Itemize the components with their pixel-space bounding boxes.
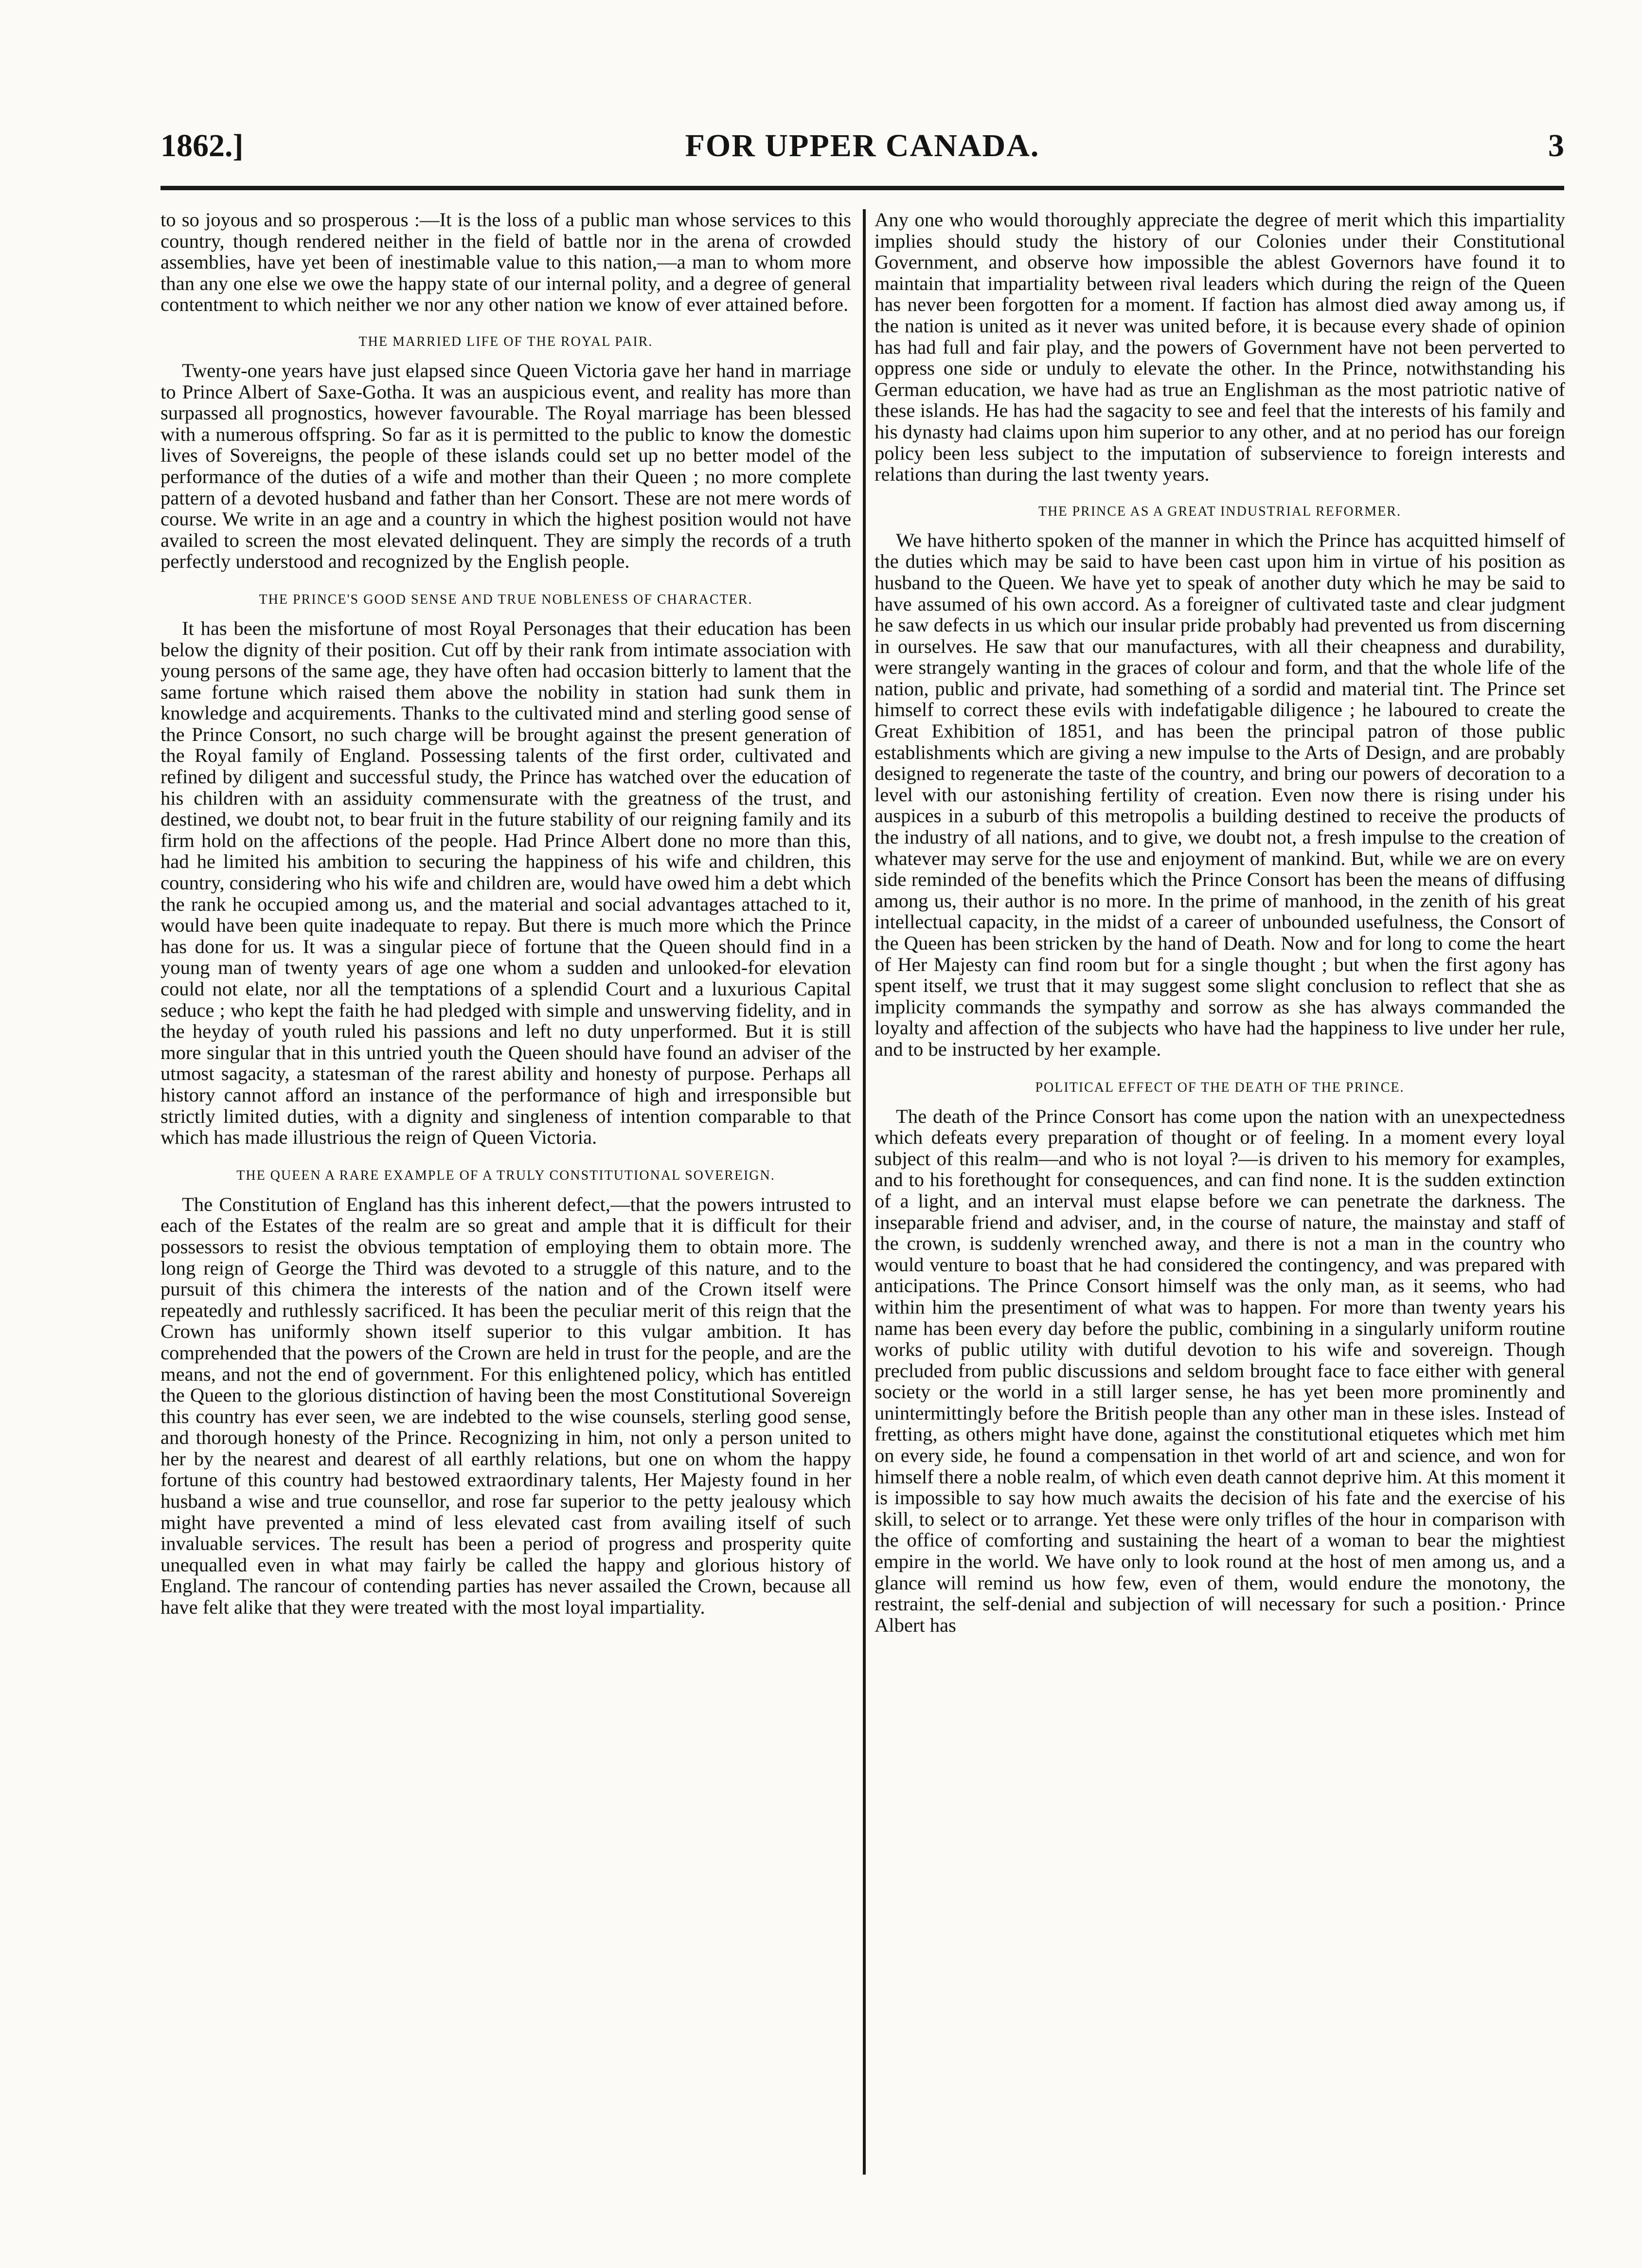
section-heading-constitutional-sovereign: THE QUEEN A RARE EXAMPLE OF A TRULY CONSTITUTIONAL SOVEREIGN. (236, 1168, 775, 1183)
header-title: FOR UPPER CANADA. (685, 128, 1040, 163)
section-heading-political-effect: POLITICAL EFFECT OF THE DEATH OF THE PRINCE. (1035, 1080, 1405, 1095)
constitutional-sovereign-paragraph: The Constitution of England has this inherent defect,—that the powers intrusted to each of the Estates of the realm are so great and ample that it is difficult for their possessors to resist the obvious temptation of employing them to obtain more. The long reign of George the Third was devoted to a struggle of this nature, and to the pursuit of this chimera the interests of the nation and of the Crown itself were repeatedly and ruthlessly sacrificed. It has been the peculiar merit of this reign that the Crown has uniformly shown itself superior to this vulgar ambition. It has comprehended that the powers of the Crown are held in trust for the people, and are the means, and not the end of government. For this enlightened policy, which has entitled the Queen to the glorious distinction of having been the most Constitutional Sovereign this country has ever seen, we are indebted to the wise counsels, sterling good sense, and thorough honesty of the Prince. Recognizing in him, not only a person united to her by the nearest and dearest of all earthly relations, but one on whom the happy fortune of this country had bestowed extraordinary talents, Her Majesty found in her husband a wise and true counsellor, and rose far superior to the petty jealousy which might have prevented a mind of less elevated cast from availing itself of such invaluable services. The result has been a period of progress and prosperity quite unequalled even in what may fairly be called the happy and glorious history of England. The rancour of contending parties has never assailed the Crown, because all have felt alike that they were treated with the most loyal impartiality. (161, 1193, 851, 1619)
left-column (161, 209, 851, 1618)
page-number: 3 (1548, 128, 1564, 163)
married-life-paragraph: Twenty-one years have just elapsed since Queen Victoria gave her hand in marriage to Prince Albert of Saxe-Gotha. It was an auspicious event, and reality has more than surpassed all prognostics, however favourable. The Royal marriage has been blessed with a numerous offspring. So far as it is permitted to the public to know the domestic lives of Sovereigns, the people of these islands could set up no better model of the performance of the duties of a wife and mother than their Queen ; no more complete pattern of a devoted husband and father than her Consort. These are not mere words of course. We write in an age and a country in which the highest position would not have availed to screen the most elevated delinquent. They are simply the records of a truth perfectly understood and recognized by the English people. (161, 359, 851, 573)
right-column (875, 209, 1565, 1636)
right-intro-paragraph: Any one who would thoroughly appreciate the degree of merit which this impartiality implies should study the history of our Colonies under their Constitutional Government, and observe how impossible the ablest Governors have found it to maintain that impartiality between rival leaders which during the reign of the Queen has never been forgotten for a moment. If faction has almost died away among us, if the nation is united as it never was united before, it is because every shade of opinion has had full and fair play, and the powers of Government have not been perverted to oppress one side or unduly to elevate the other. In the Prince, notwithstanding his German education, we have had as true an Englishman as the most patriotic native of these islands. He has had the sagacity to see and feel that the interests of his family and his dynasty had claims upon him superior to any other, and at no period has our foreign policy been less subject to the imputation of subservience to foreign interests and relations than during the last twenty years. (875, 209, 1565, 486)
column-divider (863, 209, 866, 2175)
header-year: 1862.] (161, 128, 244, 163)
good-sense-paragraph: It has been the misfortune of most Royal Personages that their education has been below the dignity of their position. Cut off by their rank from intimate association with young persons of the same age, they have often had occasion bitterly to lament that the same fortune which raised them above the nobility in station had sunk them in knowledge and acquirements. Thanks to the cultivated mind and sterling good sense of the Prince Consort, no such charge will be brought against the present generation of the Royal family of England. Possessing talents of the first order, cultivated and refined by diligent and successful study, the Prince has watched over the education of his children with an assiduity commensurate with the greatness of the trust, and destined, we doubt not, to bear fruit in the future stability of our reigning family and its firm hold on the affections of the people. Had Prince Albert done no more than this, had he limited his ambition to securing the happiness of his wife and children, this country, considering who his wife and children are, would have owed him a debt which the rank he occupied among us, and the material and social advantages attached to it, would have been quite inadequate to repay. But there is much more which the Prince has done for us. It was a singular piece of fortune that the Queen should find in a young man of twenty years of age one whom a sudden and unlooked-for elevation could not elate, nor all the temptations of a splendid Court and a luxurious Capital seduce ; who kept the faith he had pledged with simple and unswerving fidelity, and in the heyday of youth ruled his passions and left no duty unperformed. But it is still more singular that in this untried youth the Queen should have found an adviser of the utmost sagacity, a statesman of the rarest ability and honesty of purpose. Perhaps all history cannot afford an instance of the performance of high and irresponsible but strictly limited duties, with a dignity and singleness of intention comparable to that which has made illustrious the reign of Queen Victoria. (161, 617, 851, 1149)
section-heading-good-sense: THE PRINCE'S GOOD SENSE AND TRUE NOBLENESS OF CHARACTER. (259, 592, 753, 607)
page-header (161, 127, 1564, 171)
section-heading-married-life: THE MARRIED LIFE OF THE ROYAL PAIR. (358, 334, 653, 349)
political-effect-paragraph: The death of the Prince Consort has come upon the nation with an unexpectedness which defeats every preparation of thought or of feeling. In a moment every loyal subject of this realm—and who is not loyal ?—is driven to his memory for examples, and to his forethought for consequences, and can find none. It is the sudden extinction of a light, and an interval must elapse before we can penetrate the darkness. The inseparable friend and adviser, and, in the course of nature, the mainstay and staff of the crown, is suddenly wrenched away, and there is not a man in the country who would venture to boast that he had considered the contingency, and was prepared with anticipations. The Prince Consort himself was the only man, as it seems, who had within him the presentiment of what was to happen. For more than twenty years his name has been every day before the public, combining in a singularly uniform routine works of public utility with dutiful devotion to his wife and sovereign. Though precluded from public discussions and seldom brought face to face either with general society or the world in a still larger sense, he has yet been more prominently and unintermittingly before the British people than any other man in these isles. Instead of fretting, as others might have done, against the constitutional etiquetes which met him on every side, he found a compensation in thet world of art and science, and won for himself there a noble realm, of which even death cannot deprive him. At this moment it is impossible to say how much awaits the decision of his fate and the exercise of his skill, to select or to arrange. Yet these were only trifles of the hour in comparison with the office of comforting and sustaining the heart of a woman to bear the mightiest empire in the world. We have only to look round at the host of men among us, and a glance will remind us how few, even of them, would endure the monotony, the restraint, the self-denial and subjection of will necessary for such a position.· Prince Albert has (875, 1105, 1565, 1636)
header-rule (161, 186, 1564, 190)
industrial-reformer-paragraph: We have hitherto spoken of the manner in which the Prince has acquitted himself of the duties which may be said to have been cast upon him in virtue of his position as husband to the Queen. We have yet to speak of another duty which he may be said to have assumed of his own accord. As a foreigner of cultivated taste and clear judgment he saw defects in us which our insular pride probably had prevented us from discerning in ourselves. He saw that our manufactures, with all their cheapness and durability, were strangely wanting in the graces of colour and form, and that the whole life of the nation, public and private, had something of a sordid and material tint. The Prince set himself to correct these evils with indefatigable diligence ; he laboured to create the Great Exhibition of 1851, and has been the principal patron of those public establishments which are giving a new impulse to the Arts of Design, and are probably designed to regenerate the taste of the country, and bring our powers of decoration to a level with our astonishing fertility of creation. Even now there is rising under his auspices in a suburb of this metropolis a building destined to receive the products of the industry of all nations, and to give, we doubt not, a fresh impulse to the creation of whatever may serve for the use and enjoyment of mankind. But, while we are on every side reminded of the benefits which the Prince Consort has been the means of diffusing among us, their author is no more. In the prime of manhood, in the zenith of his great intellectual capacity, in the midst of a career of unbounded usefulness, the Consort of the Queen has been stricken by the hand of Death. Now and for long to come the heart of Her Majesty can find room but for a single thought ; but when the first agony has spent itself, we trust that it may suggest some slight conclusion to reflect that she as implicity commands the sympathy and sorrow as she has always commanded the loyalty and affection of the subjects who have had the happiness to live under her rule, and to be instructed by her example. (875, 529, 1565, 1060)
section-heading-industrial-reformer: THE PRINCE AS A GREAT INDUSTRIAL REFORMER. (1038, 504, 1401, 519)
left-intro-paragraph: to so joyous and so prosperous :—It is the loss of a public man whose services to this country, though rendered neither in the field of battle nor in the arena of crowded assemblies, have yet been of inestimable value to this nation,—a man to whom more than any one else we owe the happy state of our internal polity, and a degree of general contentment to which neither we nor any other nation we know of ever attained before. (161, 209, 851, 316)
